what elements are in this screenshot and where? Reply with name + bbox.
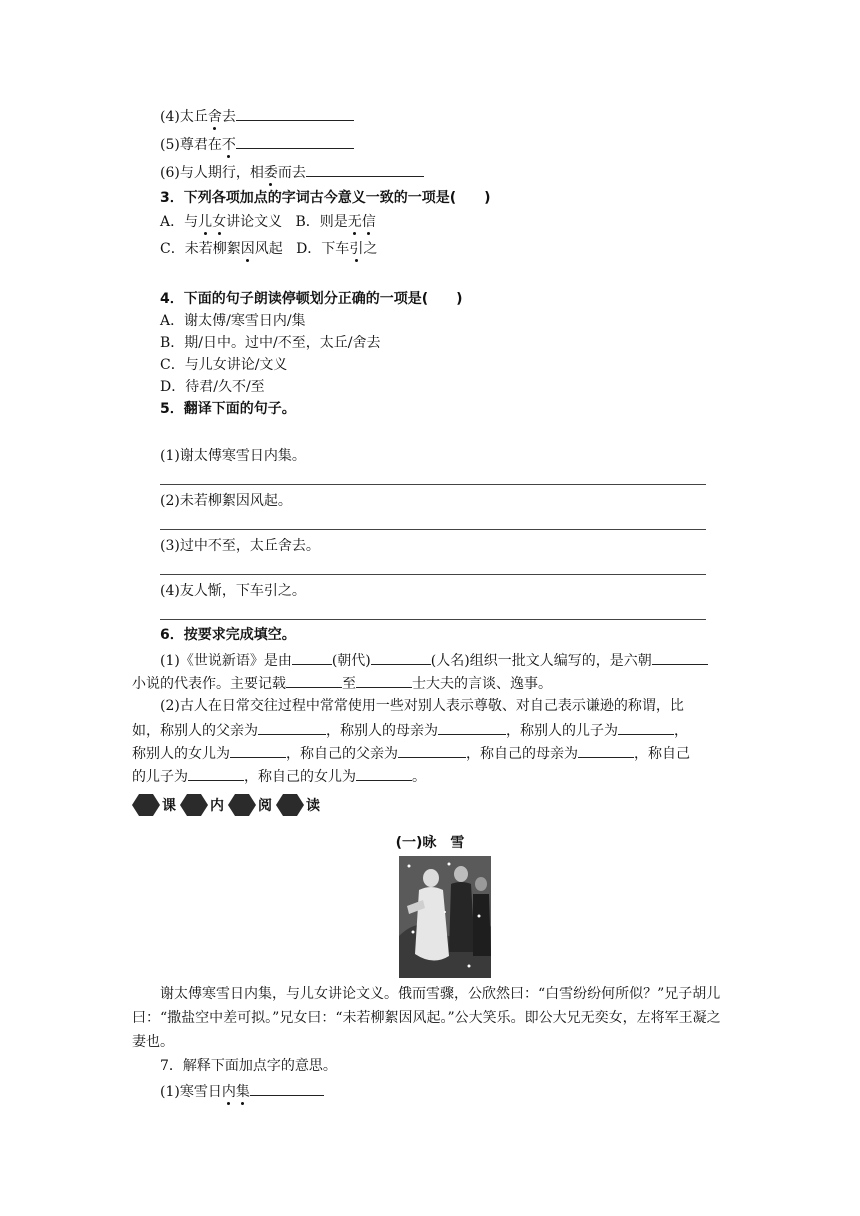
q6-p1-line1: (1)《世说新语》是由 (朝代) (人名)组织一批文人编写的，是六朝: [160, 650, 708, 670]
q5-item-1: (1)谢太傅寒雪日内集。: [160, 448, 306, 464]
q4-stem: 4．下面的句子朗读停顿划分正确的一项是( ): [160, 291, 463, 307]
dotted-char: 集: [235, 1084, 250, 1100]
answer-blank[interactable]: [652, 650, 708, 665]
q5-stem: 5．翻译下面的句子。: [160, 401, 296, 417]
answer-blank[interactable]: [236, 106, 354, 121]
answer-blank[interactable]: [618, 720, 674, 735]
answer-blank[interactable]: [371, 650, 431, 665]
q6-p2-line4: 的儿子为 ，称自己的女儿为 。: [132, 766, 426, 786]
answer-blank[interactable]: [438, 720, 506, 735]
answer-blank[interactable]: [398, 743, 466, 758]
dotted-char: 无: [347, 214, 362, 230]
q4-option-b: B．期/日中。过中/不至，太丘/舍去: [160, 335, 381, 351]
q5-item-2: (2)未若柳絮因风起。: [160, 493, 292, 509]
q3-options-ab: [160, 213, 376, 231]
q5-item-3: (3)过中不至，太丘舍去。: [160, 538, 320, 554]
dotted-char: 内: [221, 1084, 236, 1100]
illustration-image: [399, 856, 491, 978]
snow-scene-picture: [399, 856, 491, 978]
q3-option-c: C．未若柳絮因风起: [160, 241, 283, 257]
q7-stem: 7．解释下面加点字的意思。: [160, 1058, 337, 1074]
q7-item-1: (1)寒雪日内集: [160, 1081, 324, 1101]
dotted-word: 委: [263, 165, 278, 181]
q2-item-5: (5)尊君在不: [160, 134, 354, 154]
q3-option-d: D．下车引之: [296, 241, 378, 257]
answer-blank[interactable]: [356, 766, 412, 781]
q6-p1-line2: 小说的代表作。主要记载 至 士大夫的言谈、逸事。: [132, 673, 552, 693]
hexagon-icon: [276, 794, 304, 816]
answer-line[interactable]: [160, 484, 706, 485]
q6-p2-line2: 如，称别人的父亲为 ，称别人的母亲为 ，称别人的儿子为 ，: [132, 720, 688, 740]
q6-p2-line3: 称别人的女儿为 ，称自己的父亲为 ，称自己的母亲为 ，称自己: [132, 743, 690, 763]
dotted-char: 女: [212, 214, 227, 230]
answer-blank[interactable]: [286, 673, 342, 688]
hexagon-icon: [132, 794, 160, 816]
passage-text: 谢太傅寒雪日内集，与儿女讲论文义。俄而雪骤，公欣然曰：“白雪纷纷何所似？”兄子胡儿曰：“撒盐空中差可拟。”兄女曰：“未若柳絮因风起。”公大笑乐。即公大兄无奕女，左将军王凝之妻也。: [132, 986, 721, 1050]
q4-option-c: C．与儿女讲论/文义: [160, 357, 288, 373]
hexagon-icon: [228, 794, 256, 816]
answer-line[interactable]: [160, 529, 706, 530]
q3-option-b: B．则是无信: [295, 214, 376, 230]
q4-option-d: D．待君/久不/至: [160, 379, 265, 395]
section-header: 课 内 阅 读: [132, 792, 324, 818]
q2-item-4: (4)太丘舍去: [160, 106, 354, 126]
dotted-char: 信: [361, 214, 376, 230]
dotted-char: 儿: [198, 214, 213, 230]
answer-blank[interactable]: [188, 766, 244, 781]
q3-option-a: A．与儿女讲论文义: [160, 214, 283, 230]
q3-stem: 3．下列各项加点的字词古今意义一致的一项是( ): [160, 190, 491, 206]
answer-blank[interactable]: [258, 720, 326, 735]
answer-line[interactable]: [160, 619, 706, 620]
q3-options-cd: [160, 240, 377, 258]
q4-option-a: A．谢太傅/寒雪日内/集: [160, 313, 306, 329]
answer-blank[interactable]: [306, 162, 424, 177]
q2-item-6: (6)与人期行，相委而去: [160, 162, 424, 182]
answer-blank[interactable]: [230, 743, 286, 758]
dotted-word: 不: [221, 137, 236, 153]
q6-stem: 6．按要求完成填空。: [160, 627, 296, 643]
answer-blank[interactable]: [578, 743, 634, 758]
q6-p2-line1: (2)古人在日常交往过程中常常使用一些对别人表示尊敬、对自己表示谦逊的称谓，比: [160, 698, 684, 714]
answer-line[interactable]: [160, 574, 706, 575]
answer-blank[interactable]: [292, 650, 332, 665]
answer-blank[interactable]: [236, 134, 354, 149]
passage-title: (一)咏 雪: [395, 835, 465, 851]
answer-blank[interactable]: [250, 1081, 324, 1096]
dotted-word: 舍: [207, 109, 222, 125]
answer-blank[interactable]: [356, 673, 412, 688]
q5-item-4: (4)友人惭，下车引之。: [160, 583, 306, 599]
dotted-word: [222, 1084, 250, 1100]
hexagon-icon: [180, 794, 208, 816]
